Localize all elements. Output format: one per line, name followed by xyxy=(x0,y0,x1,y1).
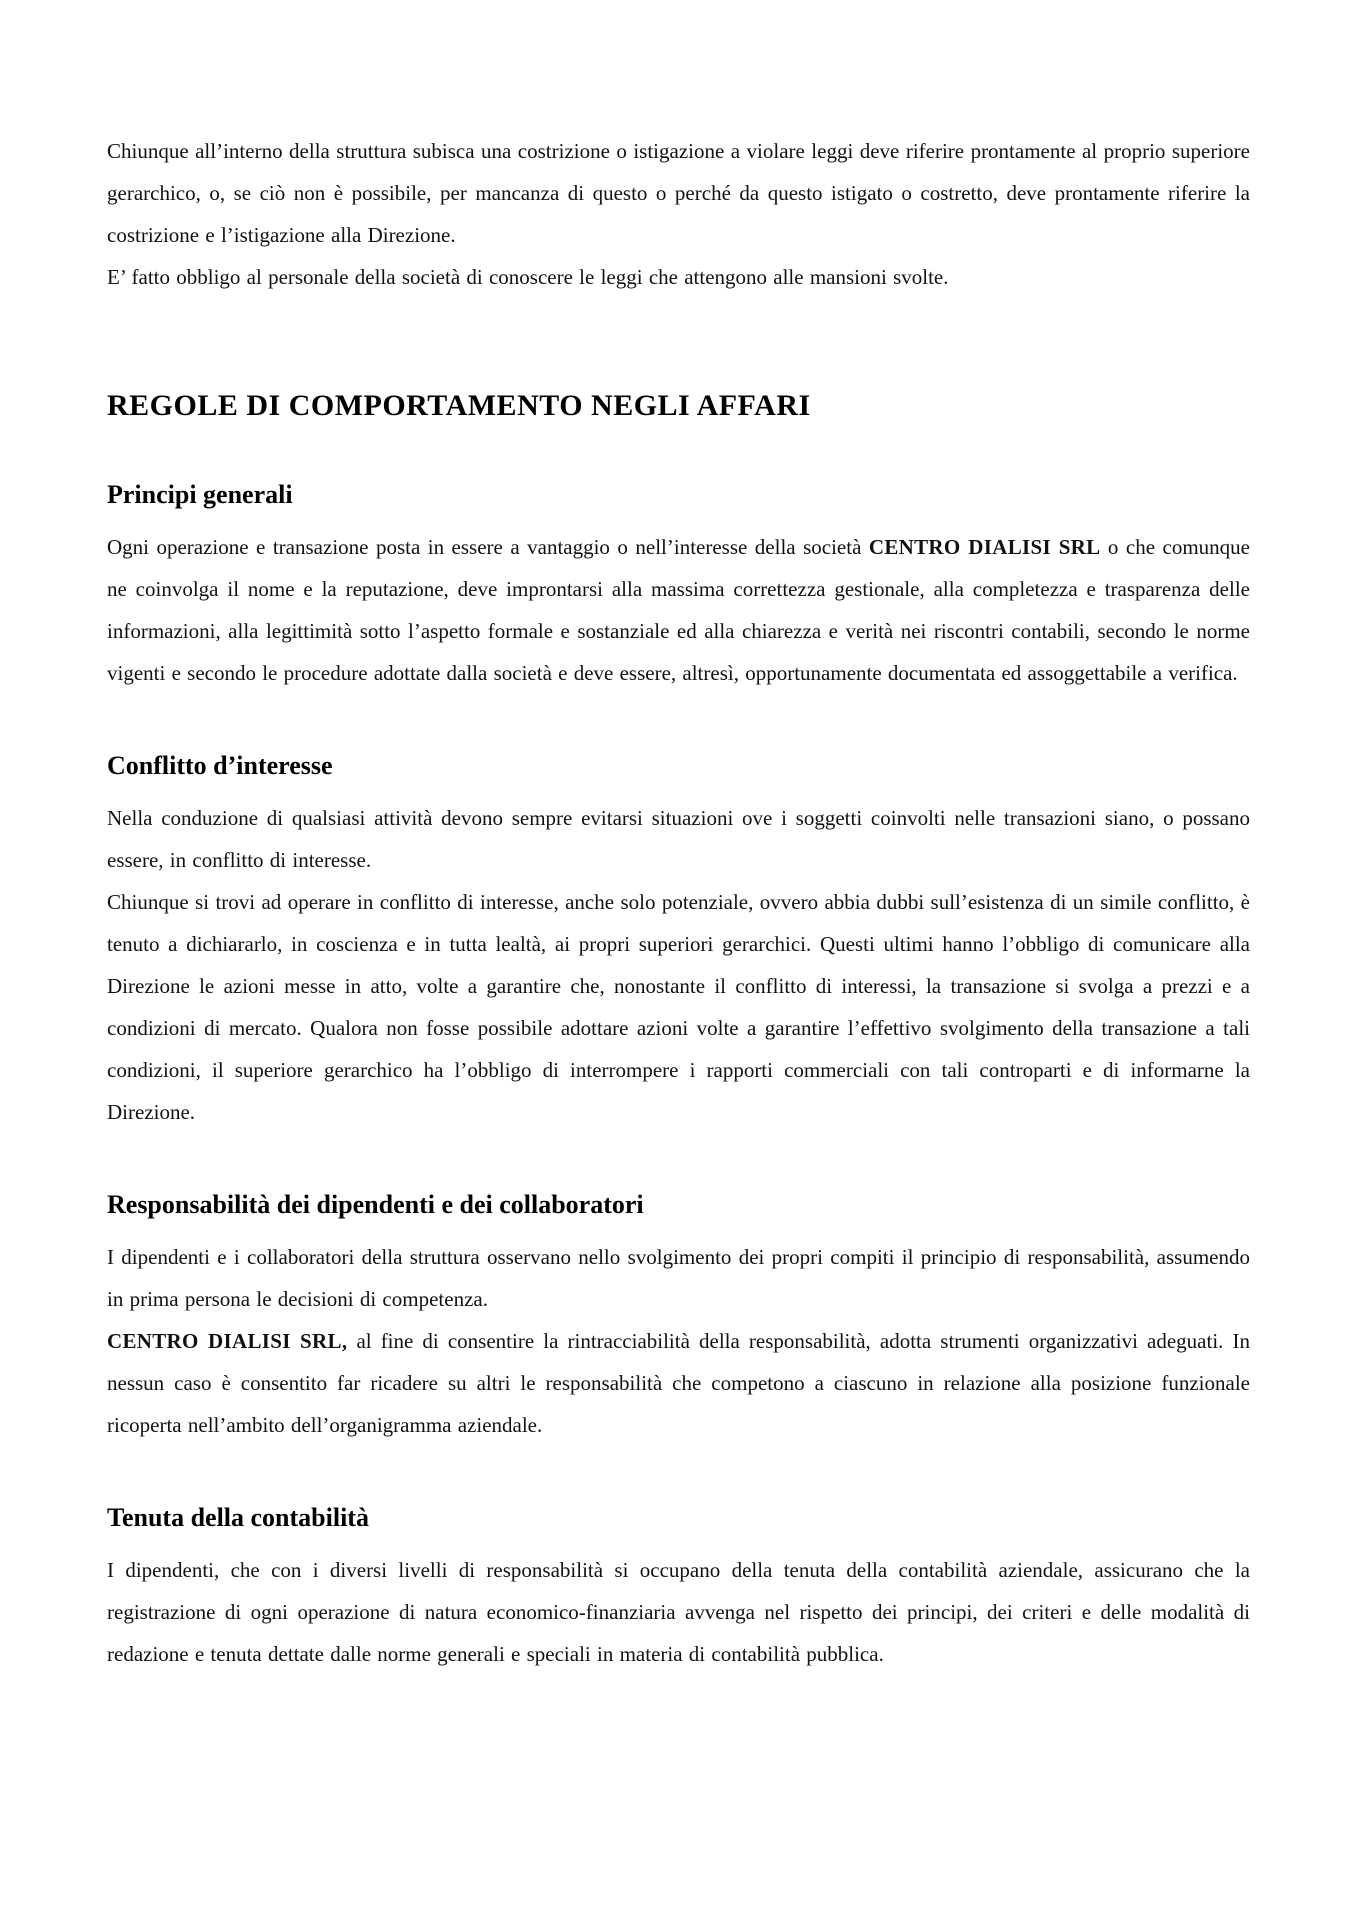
paragraph-responsabilita-principio: I dipendenti e i collaboratori della struttura osservano nello svolgimento dei propri compiti il principio di responsabilità, assumendo in prima persona le decisioni di competenza. xyxy=(107,1245,1250,1311)
paragraph-conflitto-situazioni: Nella conduzione di qualsiasi attività devono sempre evitarsi situazioni ove i soggetti coinvolti nelle transazioni siano, o possano essere, in conflitto di interesse. xyxy=(107,806,1250,872)
company-name-bold: CENTRO DIALISI SRL, xyxy=(107,1329,348,1353)
section-heading-tenuta-contabilita: Tenuta della contabilità xyxy=(107,1503,369,1532)
paragraph-principi-generali xyxy=(107,526,1250,694)
paragraph-text-segment: al fine di consentire la rintracciabilità della responsabilità, adotta strumenti organizzativi adeguati. In nessun caso è consentito far ricadere su altri le responsabilità che competono a ciascuno in relazione alla posizione funzionale ricoperta nell’ambito dell’organigramma aziendale. xyxy=(107,1329,1250,1437)
company-name-bold: CENTRO DIALISI SRL xyxy=(868,535,1101,559)
paragraph-text-segment: Ogni operazione e transazione posta in essere a vantaggio o nell’interesse della società xyxy=(107,535,869,559)
paragraph-costrizione-istigazione: Chiunque all’interno della struttura subisca una costrizione o istigazione a violare leggi deve riferire prontamente al proprio superiore gerarchico, o, se ciò non è possibile, per mancanza di questo o perché da questo istigato o costretto, deve prontamente riferire la costrizione e l’istigazione alla Direzione. xyxy=(107,139,1250,247)
main-heading-regole-comportamento: REGOLE DI COMPORTAMENTO NEGLI AFFARI xyxy=(107,389,811,422)
section-heading-responsabilita-dipendenti: Responsabilità dei dipendenti e dei collaboratori xyxy=(107,1190,644,1219)
paragraph-responsabilita-strumenti xyxy=(107,1320,1250,1446)
section-heading-principi-generali: Principi generali xyxy=(107,480,293,509)
section-heading-conflitto-interesse: Conflitto d’interesse xyxy=(107,751,333,780)
paragraph-text-segment: o che comunque ne coinvolga il nome e la reputazione, deve improntarsi alla massima correttezza gestionale, alla completezza e trasparenza delle informazioni, alla legittimità sotto l’aspetto formale e sostanziale ed alla chiarezza e verità nei riscontri contabili, secondo le norme vigenti e secondo le procedure adottate dalla società e deve essere, altresì, opportunamente documentata ed assoggettabile a verifica. xyxy=(107,535,1250,685)
paragraph-obbligo-conoscere-leggi: E’ fatto obbligo al personale della società di conoscere le leggi che attengono alle mansioni svolte. xyxy=(107,265,949,289)
paragraph-conflitto-dichiarazione: Chiunque si trovi ad operare in conflitto di interesse, anche solo potenziale, ovvero abbia dubbi sull’esistenza di un simile conflitto, è tenuto a dichiararlo, in coscienza e in tutta lealtà, ai propri superiori gerarchici. Questi ultimi hanno l’obbligo di comunicare alla Direzione le azioni messe in atto, volte a garantire che, nonostante il conflitto di interessi, la transazione si svolga a prezzi e a condizioni di mercato. Qualora non fosse possibile adottare azioni volte a garantire l’effettivo svolgimento della transazione a tali condizioni, il superiore gerarchico ha l’obbligo di interrompere i rapporti commerciali con tali controparti e di informarne la Direzione. xyxy=(107,890,1250,1124)
paragraph-tenuta-contabilita: I dipendenti, che con i diversi livelli di responsabilità si occupano della tenuta della contabilità aziendale, assicurano che la registrazione di ogni operazione di natura economico-finanziaria avvenga nel rispetto dei principi, dei criteri e delle modalità di redazione e tenuta dettate dalle norme generali e speciali in materia di contabilità pubblica. xyxy=(107,1558,1250,1666)
